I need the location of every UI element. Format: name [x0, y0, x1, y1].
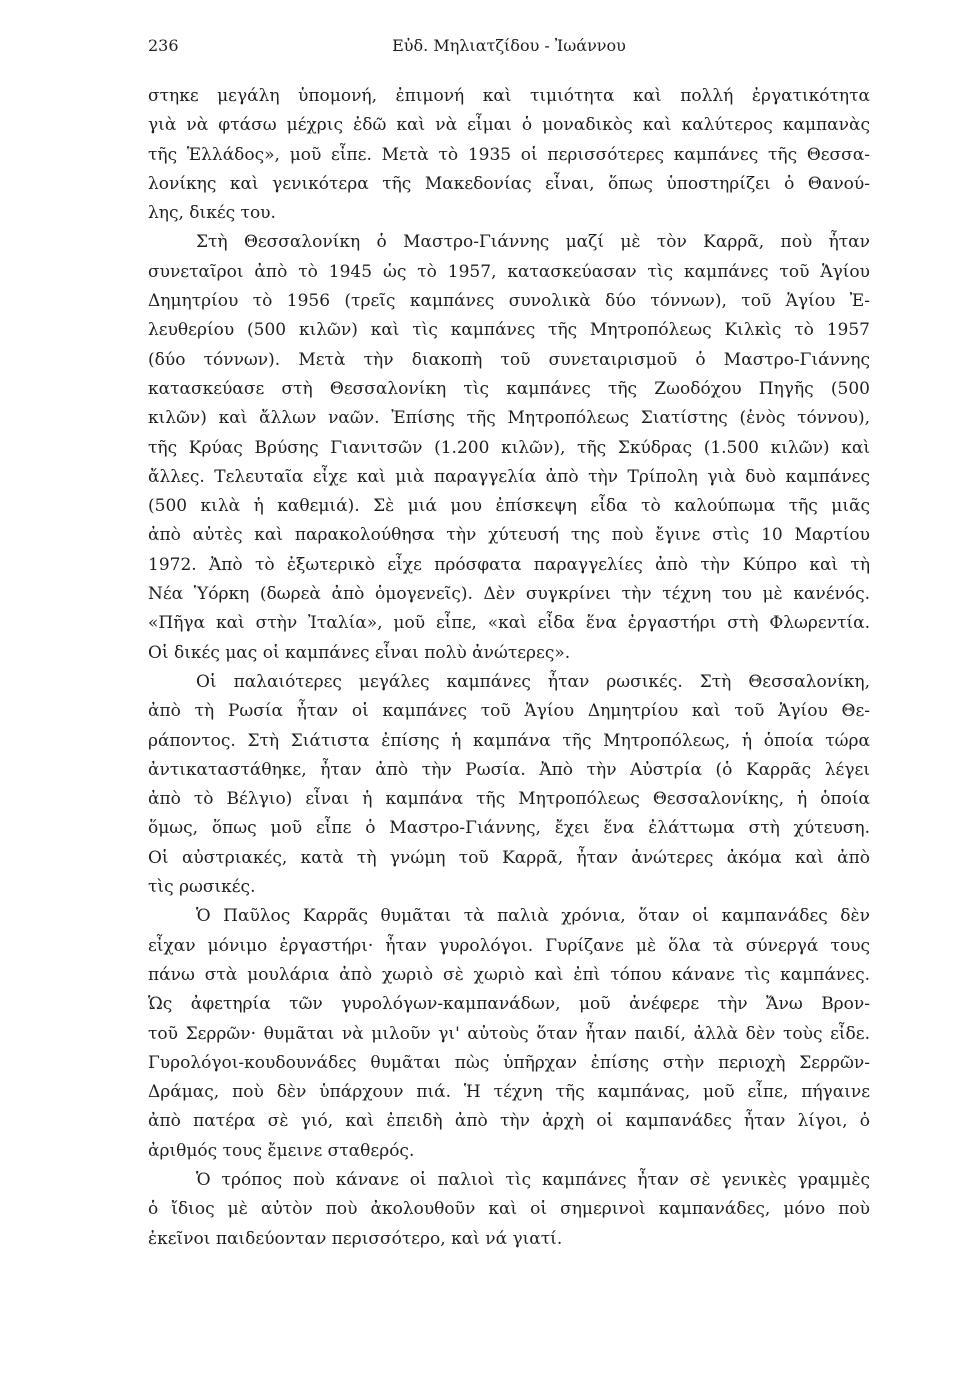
paragraph — [148, 228, 870, 667]
text-line: Δημητρίου τὸ 1956 (τρεῖς καμπάνες συνολικὰ δύο τόννων), τοῦ Ἁγίου Ἐ- — [148, 291, 870, 312]
page-header — [148, 33, 870, 59]
text-line: ἀπὸ τὸ Βέλγιο) εἶναι ἡ καμπάνα τῆς Μητροπόλεως Θεσσαλονίκης, ἡ ὁποία — [148, 789, 870, 810]
text-line: γιὰ νὰ φτάσω μέχρις ἐδῶ καὶ νὰ εἶμαι ὁ μοναδικὸς καὶ καλύτερος καμπανὰς — [148, 115, 870, 136]
text-line: Οἱ παλαιότερες μεγάλες καμπάνες ἦταν ρωσικές. Στὴ Θεσσαλονίκη, — [196, 671, 870, 692]
text-line: Ὁ τρόπος ποὺ κάνανε οἱ παλιοὶ τὶς καμπάνες ἦταν σὲ γενικὲς γραμμὲς — [196, 1169, 870, 1190]
text-line: ἄλλες. Τελευταῖα εἶχε καὶ μιὰ παραγγελία ἀπὸ τὴν Τρίπολη γιὰ δυὸ καμπάνες — [148, 466, 870, 487]
running-head: Εὐδ. Μηλιατζίδου - Ἰωάννου — [392, 36, 626, 55]
paragraph — [148, 82, 870, 228]
text-line: ὁ ἴδιος μὲ αὐτὸν ποὺ ἀκολουθοῦν καὶ οἱ σημερινοὶ καμπανάδες, μόνο ποὺ — [148, 1199, 870, 1220]
text-line: λευθερίου (500 κιλῶν) καὶ τὶς καμπάνες τῆς Μητροπόλεως Κιλκὶς τὸ 1957 — [148, 320, 870, 341]
text-line: ἀπὸ πατέρα σὲ γιό, καὶ ἐπειδὴ ἀπὸ τὴν ἀρχὴ οἱ καμπανάδες ἦταν λίγοι, ὁ — [148, 1111, 870, 1132]
text-line: ἀπὸ τὴ Ρωσία ἦταν οἱ καμπάνες τοῦ Ἁγίου Δημητρίου καὶ τοῦ Ἁγίου Θε- — [148, 701, 870, 722]
text-line: εἶχαν μόνιμο ἐργαστήρι· ἦταν γυρολόγοι. Γυρίζανε μὲ ὅλα τὰ σύνεργά τους — [148, 935, 870, 956]
text-line: συνεταῖροι ἀπὸ τὸ 1945 ὡς τὸ 1957, κατασκεύασαν τὶς καμπάνες τοῦ Ἁγίου — [148, 261, 870, 282]
text-line: «Πῆγα καὶ στὴν Ἰταλία», μοῦ εἶπε, «καὶ εἶδα ἕνα ἐργαστήρι στὴ Φλωρεντία. — [148, 613, 870, 634]
text-line: Στὴ Θεσσαλονίκη ὁ Μαστρο-Γιάννης μαζί μὲ τὸν Καρρᾶ, ποὺ ἦταν — [196, 232, 870, 253]
text-line: Γυρολόγοι-κουδουνάδες θυμᾶται πὼς ὑπῆρχαν ἐπίσης στὴν περιοχὴ Σερρῶν- — [148, 1052, 870, 1073]
text-line: τῆς Ἑλλάδος», μοῦ εἶπε. Μετὰ τὸ 1935 οἱ περισσότερες καμπάνες τῆς Θεσσα- — [148, 144, 870, 165]
text-line: Ὡς ἀφετηρία τῶν γυρολόγων-καμπανάδων, μοῦ ἀνέφερε τὴν Ἄνω Βρον- — [148, 994, 870, 1015]
paragraph — [148, 668, 870, 902]
text-line: κατασκεύασε στὴ Θεσσαλονίκη τὶς καμπάνες τῆς Ζωοδόχου Πηγῆς (500 — [148, 378, 870, 399]
text-line: λης, δικές του. — [148, 203, 276, 224]
text-line: ἀπὸ αὐτὲς καὶ παρακολούθησα τὴν χύτευσή της ποὺ ἔγινε στὶς 10 Μαρτίου — [148, 525, 870, 546]
text-line: ἐκεῖνοι παιδεύονταν περισσότερο, καὶ νά γιατί. — [148, 1228, 563, 1249]
text-line: 1972. Ἀπὸ τὸ ἐξωτερικὸ εἶχε πρόσφατα παραγγελίες ἀπὸ τὴν Κύπρο καὶ τὴ — [148, 554, 870, 575]
text-line: Ὁ Παῦλος Καρρᾶς θυμᾶται τὰ παλιὰ χρόνια, ὅταν οἱ καμπανάδες δὲν — [196, 906, 870, 927]
text-line: ἀντικαταστάθηκε, ἦταν ἀπὸ τὴν Ρωσία. Ἀπὸ τὴν Αὐστρία (ὁ Καρρᾶς λέγει — [148, 759, 870, 780]
body-text — [148, 82, 870, 1254]
text-line: τῆς Κρύας Βρύσης Γιανιτσῶν (1.200 κιλῶν), τῆς Σκύδρας (1.500 κιλῶν) καὶ — [148, 437, 870, 458]
paragraph — [148, 1166, 870, 1254]
text-line: Νέα Ὑόρκη (δωρεὰ ἀπὸ ὁμογενεῖς). Δὲν συγκρίνει τὴν τέχνη του μὲ κανένός. — [148, 584, 870, 605]
text-line: τοῦ Σερρῶν· θυμᾶται νὰ μιλοῦν γι' αὐτοὺς ὅταν ἦταν παιδί, ἀλλὰ δὲν τοὺς εἶδε. — [148, 1023, 870, 1044]
text-line: στηκε μεγάλη ὑπομονή, ἐπιμονή καὶ τιμιότητα καὶ πολλή ἐργατικότητα — [148, 86, 870, 106]
text-line: ὅμως, ὅπως μοῦ εἶπε ὁ Μαστρο-Γιάννης, ἔχει ἕνα ἐλάττωμα στὴ χύτευση. — [148, 818, 870, 839]
paragraph — [148, 902, 870, 1166]
text-line: Οἱ αὐστριακές, κατὰ τὴ γνώμη τοῦ Καρρᾶ, ἦταν ἀνώτερες ἀκόμα καὶ ἀπὸ — [148, 847, 870, 868]
text-line: Οἱ δικές μας οἱ καμπάνες εἶναι πολὺ ἀνώτερες». — [148, 642, 571, 663]
text-line: κιλῶν) καὶ ἄλλων ναῶν. Ἐπίσης τῆς Μητροπόλεως Σιατίστης (ἑνὸς τόννου), — [148, 408, 870, 429]
text-line: πάνω στὰ μουλάρια ἀπὸ χωριὸ σὲ χωριὸ καὶ ἐπὶ τόπου κάνανε τὶς καμπάνες. — [148, 964, 870, 985]
text-line: λονίκης καὶ γενικότερα τῆς Μακεδονίας εἶναι, ὅπως ὑποστηρίζει ὁ Θανού- — [148, 173, 870, 194]
text-line: τὶς ρωσικές. — [148, 877, 256, 898]
text-line: ἀριθμός τους ἔμεινε σταθερός. — [148, 1140, 415, 1161]
text-line: (500 κιλὰ ἡ καθεμιά). Σὲ μιά μου ἐπίσκεψη εἶδα τὸ καλούπωμα τῆς μιᾶς — [148, 496, 870, 517]
page-number: 236 — [148, 36, 179, 55]
text-line: Δράμας, ποὺ δὲν ὑπάρχουν πιά. Ἡ τέχνη τῆς καμπάνας, μοῦ εἶπε, πήγαινε — [148, 1082, 870, 1103]
text-line: (δύο τόννων). Μετὰ τὴν διακοπὴ τοῦ συνεταιρισμοῦ ὁ Μαστρο-Γιάννης — [148, 349, 870, 370]
text-line: ράποντος. Στὴ Σιάτιστα ἐπίσης ἡ καμπάνα τῆς Μητροπόλεως, ἡ ὁποία τώρα — [148, 730, 870, 751]
